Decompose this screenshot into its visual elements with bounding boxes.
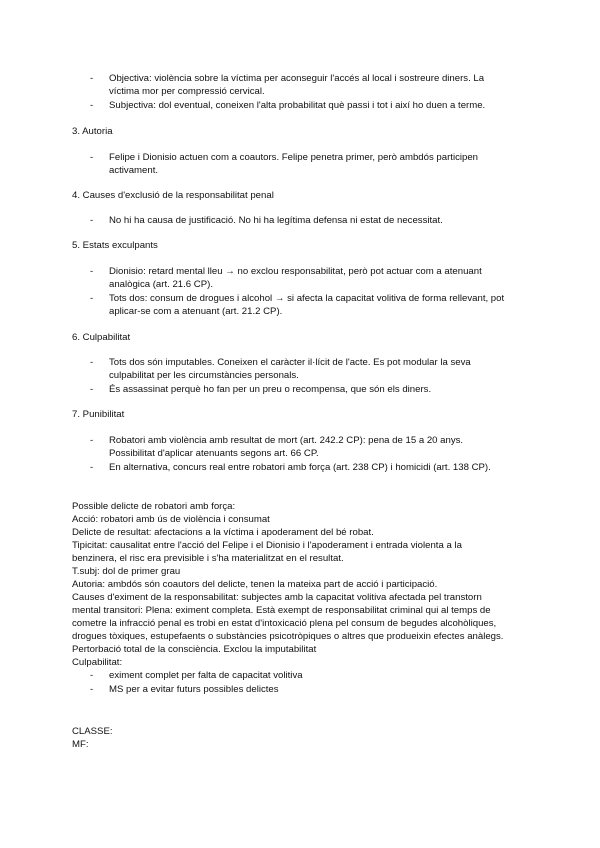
note-line: Pertorbació total de la consciència. Exclou la imputabilitat (72, 644, 317, 655)
bullet-dash: - (90, 100, 94, 111)
bullet-dash: - (90, 462, 94, 473)
bullet-text: Tots dos: consum de drogues i alcohol → si afecta la capacitat volitiva de forma rellevant, pot (109, 293, 505, 304)
mf-label: MF: (72, 739, 89, 750)
bullet-text: culpabilitat per les circumstàncies personals. (109, 370, 299, 381)
bullet-text: activament. (109, 165, 159, 176)
bullet-text: En alternativa, concurs real entre robatori amb força (art. 238 CP) i homicidi (art. 138 CP). (109, 462, 491, 473)
section-heading-causes: 4. Causes d'exclusió de la responsabilitat penal (72, 190, 274, 201)
note-line: benzinera, el risc era previsible i s'ha materialitzat en el resultat. (72, 553, 344, 564)
note-line: Culpabilitat: (72, 657, 123, 668)
note-line: Possible delicte de robatori amb força: (72, 501, 236, 512)
bullet-text: Tots dos són imputables. Coneixen el caràcter il·lícit de l'acte. Es pot modular la seva (109, 357, 471, 368)
note-line: T.subj: dol de primer grau (72, 566, 181, 577)
note-line: Causes d'eximent de la responsabilitat: subjectes amb la capacitat volitiva afectada pel transtorn (72, 592, 482, 603)
note-bullet-text: eximent complet per falta de capacitat volitiva (109, 670, 303, 681)
bullet-dash: - (90, 384, 94, 395)
bullet-dash: - (90, 684, 94, 695)
bullet-text: analògica (art. 21.6 CP). (109, 279, 213, 290)
bullet-dash: - (90, 357, 94, 368)
bullet-dash: - (90, 266, 94, 277)
bullet-text: Robatori amb violència amb resultat de mort (art. 242.2 CP): pena de 15 a 20 anys. (109, 435, 464, 446)
bullet-text: Dionisio: retard mental lleu → no exclou responsabilitat, però pot actuar com a atenuant (109, 266, 482, 277)
note-line: cometre la infracció penal es trobi en estat d'intoxicació plena pel consum de begudes alcohòliques, (72, 618, 497, 629)
bullet-text: Objectiva: violència sobre la víctima per aconseguir l'accés al local i sostreure diners. La (109, 73, 485, 84)
bullet-text: No hi ha causa de justificació. No hi ha legítima defensa ni estat de necessitat. (109, 215, 443, 226)
bullet-text: Felipe i Dionisio actuen com a coautors. Felipe penetra primer, però ambdós participen (109, 152, 479, 163)
note-line: Tipicitat: causalitat entre l'acció del Felipe i el Dionisio i l'apoderament i entrada violenta a la (72, 540, 462, 551)
bullet-dash: - (90, 293, 94, 304)
bullet-text: aplicar-se com a atenuant (art. 21.2 CP). (109, 306, 283, 317)
note-line: mental transitori: Plena: eximent completa. Està exempt de responsabilitat criminal qui al temps de (72, 605, 491, 616)
bullet-text: És assassinat perquè ho fan per un preu o recompensa, que són els diners. (109, 384, 432, 395)
classe-label: CLASSE: (72, 726, 113, 737)
bullet-dash: - (90, 670, 94, 681)
note-line: Autoria: ambdós són coautors del delicte, tenen la mateixa part de acció i participació. (72, 579, 438, 590)
bullet-text: Possibilitat d'aplicar atenuants segons art. 66 CP. (109, 448, 319, 459)
bullet-dash: - (90, 215, 94, 226)
section-heading-punibilitat: 7. Punibilitat (72, 409, 125, 420)
section-heading-culpabilitat: 6. Culpabilitat (72, 332, 131, 343)
note-line: drogues tòxiques, estupefaents o substàncies psicotròpiques o altres que produeixin efectes anàlegs. (72, 631, 504, 642)
note-line: Acció: robatori amb ús de violència i consumat (72, 514, 270, 525)
bullet-dash: - (90, 152, 94, 163)
note-bullet-text: MS per a evitar futurs possibles delictes (109, 684, 279, 695)
bullet-text: víctima mor per compressió cervical. (109, 86, 265, 97)
bullet-dash: - (90, 435, 94, 446)
bullet-dash: - (90, 73, 94, 84)
section-heading-autoria: 3. Autoria (72, 126, 113, 137)
note-line: Delicte de resultat: afectacions a la víctima i apoderament del bé robat. (72, 527, 374, 538)
bullet-text: Subjectiva: dol eventual, coneixen l'alta probabilitat què passi i tot i així ho duen a terme. (109, 100, 486, 111)
section-heading-estats: 5. Estats exculpants (72, 240, 158, 251)
